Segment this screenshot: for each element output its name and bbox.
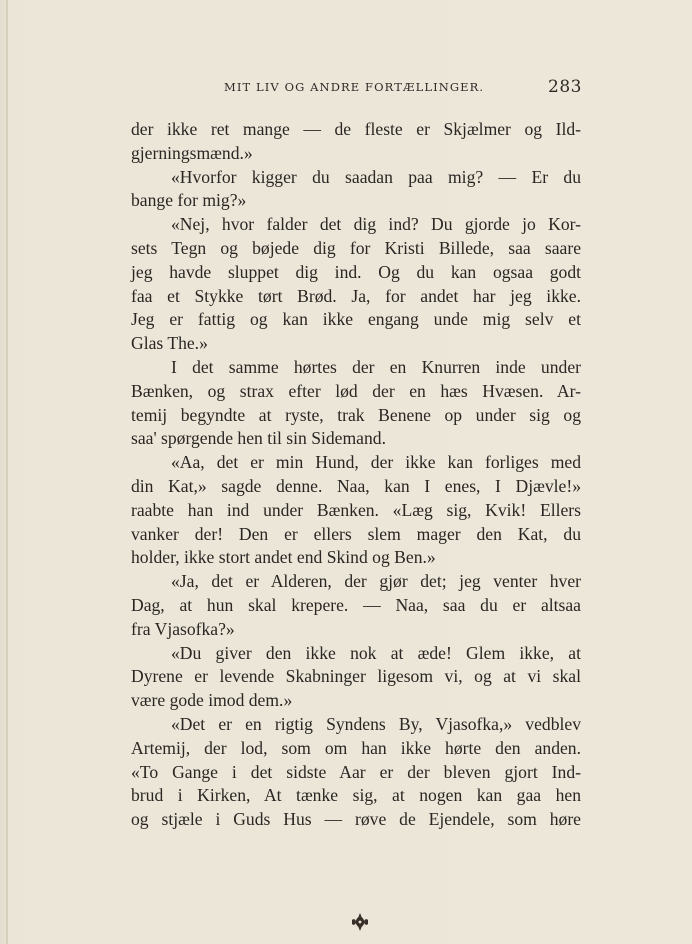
running-head: MIT LIV OG ANDRE FORTÆLLINGER. — [224, 80, 485, 94]
text-line: fra Vjasofka?» — [131, 618, 235, 639]
text-line: Dyrene er levende Skabninger ligesom vi, og at vi skal — [131, 666, 581, 687]
text-line: gjerningsmænd.» — [131, 142, 253, 163]
text-line: «Ja, det er Alderen, der gjør det; jeg venter hver — [171, 571, 581, 592]
text-line: og stjæle i Guds Hus — røve de Ejendele, som høre — [131, 809, 581, 830]
text-line: «To Gange i det sidste Aar er der bleven gjort Ind- — [131, 761, 581, 782]
text-line: jeg havde sluppet dig ind. Og du kan ogsaa godt — [131, 261, 581, 282]
text-line: «Det er en rigtig Syndens By, Vjasofka,» vedblev — [171, 713, 581, 734]
body-text — [131, 118, 581, 832]
text-line: Glas The.» — [131, 333, 208, 354]
text-line: holder, ikke stort andet end Skind og Ben.» — [131, 547, 436, 568]
page-number: 283 — [548, 77, 582, 97]
text-line: «Hvorfor kigger du saadan paa mig? — Er du — [171, 166, 581, 187]
text-line: faa et Stykke tørt Brød. Ja, for andet har jeg ikke. — [131, 285, 581, 306]
text-line: «Aa, det er min Hund, der ikke kan forliges med — [171, 452, 581, 473]
text-line: raabte han ind under Bænken. «Læg sig, Kvik! Ellers — [131, 499, 581, 520]
text-line: saa' spørgende hen til sin Sidemand. — [131, 428, 386, 449]
text-line: temij begyndte at ryste, trak Benene op under sig og — [131, 404, 581, 425]
text-line: være gode imod dem.» — [131, 690, 293, 711]
text-line: din Kat,» sagde denne. Naa, kan I enes, I Djævle!» — [131, 475, 581, 496]
printers-ornament-icon — [350, 912, 370, 932]
text-line: bange for mig?» — [131, 190, 247, 211]
text-line: «Du giver den ikke nok at æde! Glem ikke, at — [171, 642, 581, 663]
text-line: Dag, at hun skal krepere. — Naa, saa du er altsaa — [131, 594, 581, 615]
text-line: Jeg er fattig og kan ikke engang unde mig selv et — [131, 309, 581, 330]
text-line: Artemij, der lod, som om han ikke hørte den anden. — [131, 737, 581, 758]
text-line: sets Tegn og bøjede dig for Kristi Billede, saa saare — [131, 237, 581, 258]
binding-edge — [6, 0, 8, 944]
text-line: vanker der! Den er ellers slem mager den Kat, du — [131, 523, 581, 544]
text-line: brud i Kirken, At tænke sig, at nogen kan gaa hen — [131, 785, 581, 806]
text-line: der ikke ret mange — de fleste er Skjælmer og Ild- — [131, 119, 581, 139]
text-line: «Nej, hvor falder det dig ind? Du gjorde jo Kor- — [171, 214, 581, 235]
text-line: Bænken, og strax efter lød der en hæs Hvæsen. Ar- — [131, 380, 581, 401]
text-line: I det samme hørtes der en Knurren inde under — [171, 356, 581, 377]
